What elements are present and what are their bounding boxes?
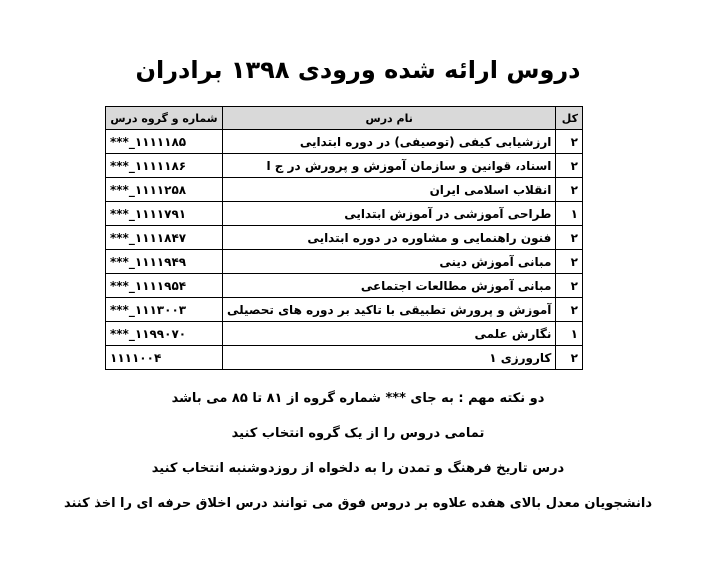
notes-section [0, 390, 716, 513]
course-code: ***_۱۱۱۱۹۴۹ [106, 250, 223, 274]
course-units: ۲ [556, 298, 583, 322]
course-name: نگارش علمی [222, 322, 555, 346]
course-units: ۲ [556, 274, 583, 298]
course-name: ارزشیابی کیفی (توصیفی) در دوره ابتدایی [222, 130, 555, 154]
course-units: ۱ [556, 322, 583, 346]
course-units: ۲ [556, 226, 583, 250]
table-row [106, 274, 583, 298]
note-history-course: درس تاریخ فرهنگ و تمدن را به دلخواه از روزدوشنبه انتخاب کنید [151, 461, 565, 476]
table-row [106, 322, 583, 346]
course-name: آموزش و پرورش تطبیقی با تاکید بر دوره های تحصیلی [222, 298, 555, 322]
course-code: ***_۱۱۱۱۲۵۸ [106, 178, 223, 202]
course-units: ۱ [556, 202, 583, 226]
courses-table [105, 106, 583, 370]
table-header-row [106, 107, 583, 130]
course-units: ۲ [556, 250, 583, 274]
table-row [106, 250, 583, 274]
note-ethics-course: دانشجویان معدل بالای هفده علاوه بر دروس فوق می توانند درس اخلاق حرفه ای را اخذ کنند [63, 496, 653, 511]
course-units: ۲ [556, 346, 583, 370]
course-code: ***_۱۱۱۱۸۴۷ [106, 226, 223, 250]
table-row [106, 130, 583, 154]
course-units: ۲ [556, 130, 583, 154]
course-name: مبانی آموزش دینی [222, 250, 555, 274]
course-code: ***_۱۱۱۱۹۵۴ [106, 274, 223, 298]
header-course-name: نام درس [222, 107, 555, 130]
table-row [106, 154, 583, 178]
note-group-number: دو نکته مهم : به جای *** شماره گروه از ۸۱ تا ۸۵ می باشد [171, 391, 545, 406]
header-units: کل [556, 107, 583, 130]
course-code: ***_۱۱۱۱۷۹۱ [106, 202, 223, 226]
course-code: ***_۱۱۱۱۱۸۵ [106, 130, 223, 154]
course-code: ۱۱۱۱۰۰۴ [106, 346, 223, 370]
table-row [106, 202, 583, 226]
course-name: اسناد، قوانین و سازمان آموزش و پرورش در ج ا [222, 154, 555, 178]
note-same-group: تمامی دروس را از یک گروه انتخاب کنید [231, 426, 485, 441]
table-row [106, 346, 583, 370]
course-name: کارورزی ۱ [222, 346, 555, 370]
course-name: انقلاب اسلامی ایران [222, 178, 555, 202]
header-course-code: شماره و گروه درس [106, 107, 223, 130]
course-name: طراحی آموزشی در آموزش ابتدایی [222, 202, 555, 226]
course-units: ۲ [556, 178, 583, 202]
course-name: مبانی آموزش مطالعات اجتماعی [222, 274, 555, 298]
course-units: ۲ [556, 154, 583, 178]
course-code: ***_۱۱۱۳۰۰۳ [106, 298, 223, 322]
table-row [106, 298, 583, 322]
course-name: فنون راهنمایی و مشاوره در دوره ابتدایی [222, 226, 555, 250]
course-code: ***_۱۱۹۹۰۷۰ [106, 322, 223, 346]
page-title: دروس ارائه شده ورودی ۱۳۹۸ برادران [135, 56, 581, 84]
table-row [106, 178, 583, 202]
table-row [106, 226, 583, 250]
course-code: ***_۱۱۱۱۱۸۶ [106, 154, 223, 178]
